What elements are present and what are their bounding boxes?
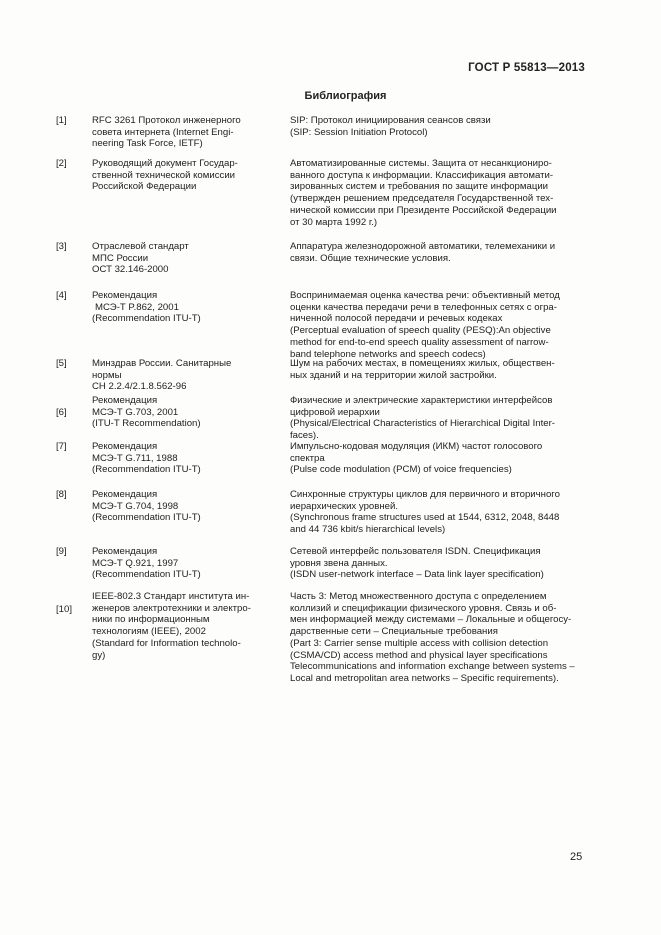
entry-number: [8] bbox=[56, 489, 67, 500]
entry-description-line: SIP: Протокол инициирования сеансов связи bbox=[290, 115, 491, 126]
entry-number: [5] bbox=[56, 358, 67, 369]
page-number: 25 bbox=[570, 851, 583, 863]
entry-description-line: ванного доступа к информации. Классификация автомати- bbox=[290, 169, 554, 181]
entry-source-line: ники по информационным bbox=[92, 614, 210, 626]
entry-source bbox=[92, 546, 272, 581]
entry-number: [2] bbox=[56, 158, 67, 169]
entry-description bbox=[290, 546, 580, 581]
entry-description-line: связи. Общие технические условия. bbox=[290, 252, 451, 264]
entry-number: [6] bbox=[56, 407, 67, 418]
entry-source-line: gy) bbox=[92, 649, 106, 661]
entry-description-line: Импульсно-кодовая модуляция (ИКМ) частот голосового bbox=[290, 441, 543, 452]
entry-source bbox=[92, 489, 272, 524]
entry-source-line: (Recommendation ITU-T) bbox=[92, 313, 201, 325]
entry-description-line: спектра bbox=[290, 452, 325, 464]
entry-description bbox=[290, 441, 580, 476]
entry-description-line: (утвержден решением председателя Государственной тех- bbox=[290, 193, 554, 205]
entry-source-line: Минздрав России. Санитарные bbox=[92, 358, 232, 369]
entry-source-line: МСЭ-Т G.703, 2001 bbox=[92, 406, 179, 418]
entry-description-line: (Synchronous frame structures used at 1544, 6312, 2048, 8448 bbox=[290, 512, 560, 524]
entry-description-line: мен информацией между системами – Локальные и общегосу- bbox=[290, 614, 572, 626]
entry-description-line: уровня звена данных. bbox=[290, 557, 388, 569]
entry-source-line: совета интернета (Internet Engi- bbox=[92, 126, 234, 138]
entry-description-line: иерархических уровней. bbox=[290, 500, 399, 512]
entry-source-line: (Recommendation ITU-T) bbox=[92, 464, 201, 476]
entry-description-line: (Part 3: Carrier sense multiple access with collision detection bbox=[290, 637, 549, 649]
entry-number: [1] bbox=[56, 115, 67, 126]
entry-description-line: (Pulse code modulation (PCM) of voice frequencies) bbox=[290, 464, 512, 476]
entry-description-line: зированных систем и требования по защите информации bbox=[290, 181, 549, 193]
entry-description bbox=[290, 115, 580, 138]
entry-source-line: Рекомендация bbox=[92, 489, 158, 500]
entry-source bbox=[92, 395, 272, 430]
entry-description-line: от 30 марта 1992 г.) bbox=[290, 216, 378, 228]
entry-description bbox=[290, 395, 580, 442]
entry-source-line: Рекомендация bbox=[92, 546, 158, 557]
entry-source-line: (Recommendation ITU-T) bbox=[92, 569, 201, 581]
entry-description bbox=[290, 358, 580, 381]
entry-source-line: Рекомендация bbox=[92, 441, 158, 452]
entry-description-line: (CSMA/CD) access method and physical layer specifications bbox=[290, 649, 548, 661]
entry-description-line: Аппаратура железнодорожной автоматики, телемеханики и bbox=[290, 241, 556, 252]
entry-description-line: нической комиссии при Президенте Российской Федерации bbox=[290, 204, 557, 216]
entry-description-line: коллизий и спецификации физического уровня. Связь и об- bbox=[290, 602, 557, 614]
entry-source-line: технологиям (IEEE), 2002 bbox=[92, 626, 206, 638]
entry-source bbox=[92, 115, 272, 150]
entry-number: [7] bbox=[56, 441, 67, 452]
entry-source-line: Рекомендация bbox=[92, 290, 158, 301]
entry-description-line: Физические и электрические характеристики интерфейсов bbox=[290, 395, 553, 406]
entry-description bbox=[290, 489, 580, 536]
entry-description-line: Telecommunications and information exchange between systems – bbox=[290, 661, 575, 673]
entry-description-line: Сетевой интерфейс пользователя ISDN. Спецификация bbox=[290, 546, 541, 557]
page-title: Библиография bbox=[304, 90, 387, 102]
entry-number: [4] bbox=[56, 290, 67, 301]
entry-source-line: Руководящий документ Государ- bbox=[92, 158, 238, 169]
entry-source bbox=[92, 241, 272, 276]
entry-source-line: МСЭ-Т G.704, 1998 bbox=[92, 500, 179, 512]
entry-description-line: (Perceptual evaluation of speech quality (PESQ):An objective bbox=[290, 325, 551, 337]
entry-source-line: ОСТ 32.146-2000 bbox=[92, 264, 169, 276]
entry-source-line: Рекомендация bbox=[92, 395, 158, 406]
entry-description-line: (SIP: Session Initiation Protocol) bbox=[290, 126, 428, 138]
entry-description-line: ных зданий и на территории жилой застройки. bbox=[290, 369, 497, 381]
entry-description-line: Local and metropolitan area networks – Specific requirements). bbox=[290, 672, 559, 684]
entry-description-line: (ISDN user-network interface – Data link layer specification) bbox=[290, 569, 544, 581]
entry-source-line: МСЭ-Т G.711, 1988 bbox=[92, 452, 178, 464]
entry-description-line: дарственные сети – Специальные требования bbox=[290, 626, 498, 638]
entry-number: [3] bbox=[56, 241, 67, 252]
entry-source-line: Отраслевой стандарт bbox=[92, 241, 189, 252]
entry-source-line: МСЭ-Т Q.921, 1997 bbox=[92, 557, 179, 569]
entry-description-line: faces). bbox=[290, 430, 319, 442]
entry-source bbox=[92, 441, 272, 476]
entry-source-line: IEEE-802.3 Стандарт института ин- bbox=[92, 591, 250, 602]
entry-source-line: RFC 3261 Протокол инженерного bbox=[92, 115, 241, 126]
entry-number: [10] bbox=[56, 604, 73, 615]
entry-description-line: method for end-to-end speech quality assessment of narrow- bbox=[290, 336, 549, 348]
entry-source-line: МПС России bbox=[92, 252, 149, 264]
entry-source-line: (ITU-T Recommendation) bbox=[92, 418, 201, 430]
entry-description bbox=[290, 591, 580, 685]
entry-source bbox=[92, 290, 272, 325]
entry-description-line: оценки качества передачи речи в телефонных сетях с огра- bbox=[290, 301, 557, 313]
entry-source-line: (Recommendation ITU-T) bbox=[92, 512, 201, 524]
entry-description-line: and 44 736 kbit/s hierarchical levels) bbox=[290, 524, 446, 536]
entry-description-line: Воспринимаемая оценка качества речи: объективный метод bbox=[290, 290, 560, 301]
entry-description bbox=[290, 290, 580, 360]
entry-source-line: нормы bbox=[92, 369, 122, 381]
entry-description-line: Часть 3: Метод множественного доступа с определением bbox=[290, 591, 547, 602]
entry-description bbox=[290, 241, 580, 264]
entry-source bbox=[92, 158, 272, 193]
entry-description-line: (Physical/Electrical Characteristics of Hierarchical Digital Inter- bbox=[290, 418, 555, 430]
entry-source-line: (Standard for Information technolo- bbox=[92, 637, 241, 649]
entry-description bbox=[290, 158, 580, 228]
entry-description-line: ниченной полосой передачи и речевых кодеках bbox=[290, 313, 503, 325]
entry-source-line: neering Task Force, IETF) bbox=[92, 138, 203, 150]
entry-description-line: Синхронные структуры циклов для первичного и вторичного bbox=[290, 489, 560, 500]
entry-description-line: Автоматизированные системы. Защита от несанкциониро- bbox=[290, 158, 552, 169]
entry-source-line: женеров электротехники и электро- bbox=[92, 602, 251, 614]
entry-source-line: СН 2.2.4/2.1.8.562-96 bbox=[92, 381, 187, 393]
entry-description-line: цифровой иерархии bbox=[290, 406, 380, 418]
document-code: ГОСТ Р 55813—2013 bbox=[468, 62, 585, 74]
entry-source bbox=[92, 591, 272, 661]
entry-source-line: ственной технической комиссии bbox=[92, 169, 236, 181]
entry-number: [9] bbox=[56, 546, 67, 557]
entry-description-line: Шум на рабочих местах, в помещениях жилых, обществен- bbox=[290, 358, 555, 369]
entry-source-line: Российской Федерации bbox=[92, 181, 197, 193]
entry-description-line: band telephone networks and speech codecs) bbox=[290, 348, 486, 360]
entry-source bbox=[92, 358, 272, 393]
entry-source-line: МСЭ-Т P.862, 2001 bbox=[95, 301, 179, 313]
